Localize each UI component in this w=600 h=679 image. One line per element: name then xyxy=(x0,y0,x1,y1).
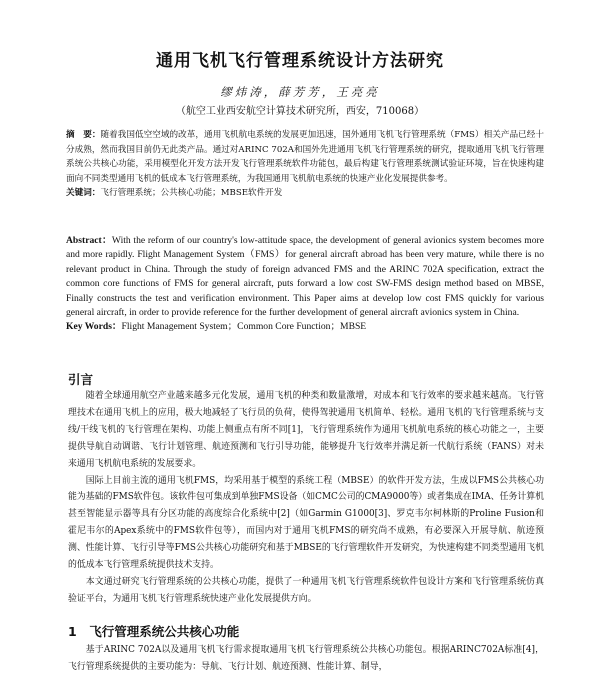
section-intro-heading: 引言 xyxy=(68,372,94,387)
abstract-cn xyxy=(66,128,544,201)
intro-paragraph: 随着全球通用航空产业越来越多元化发展，通用飞机的种类和数量激增，对成本和飞行效率的要求越来越高。飞行管理技术在通用飞机上的应用，极大地减轻了飞行员的负荷，使得驾驶通用飞机简单、轻松。通用飞机的飞行管理系统与支线/干线飞机的飞行管理在架构、功能上侧重点有所不同[1]，飞行管理系统作为通用飞机航电系统的核心功能之一，主要提供导航自动调谐、飞行计划管理、航迹预测和飞行引导功能，能够提升飞行效率并满足新一代航行系统（FANS）对未来通用飞机航电系统的发展要求。 xyxy=(68,391,544,469)
abstract-cn-text: 随着我国低空空域的改革，通用飞机航电系统的发展更加迅速，国外通用飞机飞行管理系统（FMS）相关产品已经十分成熟，然而我国目前仍无此类产品。通过对ARINC 702A和国外先进通用飞机飞行管理系统的研究，提取通用飞机飞行管理系统公共核心功能，采用模型化开发方法开发飞行管理系统软件功能包，最后构建飞行管理系统测试验证环境，旨在快速构建面向不同类型通用飞机的低成本飞行管理系统，为我国通用飞机航电系统的快速产业化发展提供参考。 xyxy=(66,130,544,184)
paper-affiliation: （航空工业西安航空计算技术研究所，西安，710068） xyxy=(175,106,425,117)
section-1-body xyxy=(68,642,544,676)
intro-paragraph: 本文通过研究飞行管理系统的公共核心功能，提供了一种通用飞机飞行管理系统软件包设计方案和飞行管理系统仿真验证平台，为通用飞机飞行管理系统快速产业化发展提供方向。 xyxy=(68,576,544,604)
section-1-heading: 1 飞行管理系统公共核心功能 xyxy=(68,624,240,639)
paper-authors: 缪炜涛，薛芳芳，王亮亮 xyxy=(220,85,380,99)
paper-title: 通用飞机飞行管理系统设计方法研究 xyxy=(156,51,444,71)
abstract-en-label: Abstract： xyxy=(66,235,112,246)
keywords-en: Flight Management System；Common Core Function；MBSE xyxy=(121,321,367,333)
intro-paragraph: 国际上目前主流的通用飞机FMS，均采用基于模型的系统工程（MBSE）的软件开发方法，生成以FMS公共核心功能为基础的FMS软件包。该软件包可集成到单独FMS设备（如CMC公司的CMA9000等）或者集成在IMA、任务计算机甚至智能显示器等具有分区功能的高度综合化系统中[2]（如Garmin G1000[3]、罗克韦尔柯林斯的Proline Fusion和霍尼韦尔的Apex系统中的FMS软件包等），而国内对于通用飞机FMS的研究尚不成熟，有必要深入开展导航、航迹预测、性能计算、飞行引导等FMS公共核心功能研究和基于MBSE的飞行管理软件开发研究，为快速构建不同类型通用飞机的低成本飞行管理系统提供技术支持。 xyxy=(68,475,544,571)
keywords-cn: 飞行管理系统；公共核心功能；MBSE软件开发 xyxy=(100,188,283,199)
abstract-en xyxy=(66,234,544,335)
keywords-cn-label: 关键词： xyxy=(66,188,101,199)
keywords-en-label: Key Words： xyxy=(66,321,122,333)
abstract-en-text: With the reform of our country's low-attitude space, the development of general avionics system becomes more and more rapidly. Flight Management System（FMS）for general aircraft abroad has been very mature, while there is no relevant product in China. Through the study of foreign advanced FMS and the ARINC 702A specification, extract the common core functions of FMS for general aircraft, puts forward a low cost SW-FMS design method based on MBSE, Finally constructs the test and verification environment. This Paper aims at develop low cost FMS quickly for various general aircraft, in order to provide reference for the further development of general aircraft avionics system in China. xyxy=(66,235,544,319)
abstract-cn-label: 摘 要： xyxy=(66,130,101,140)
section-intro-body xyxy=(68,388,544,608)
section-1-paragraph: 基于ARINC 702A以及通用飞机飞行需求提取通用飞机飞行管理系统公共核心功能包。根据ARINC702A标准[4]，飞行管理系统提供的主要功能为：导航、飞行计划、航迹预测、性能计算、制导， xyxy=(68,645,544,672)
